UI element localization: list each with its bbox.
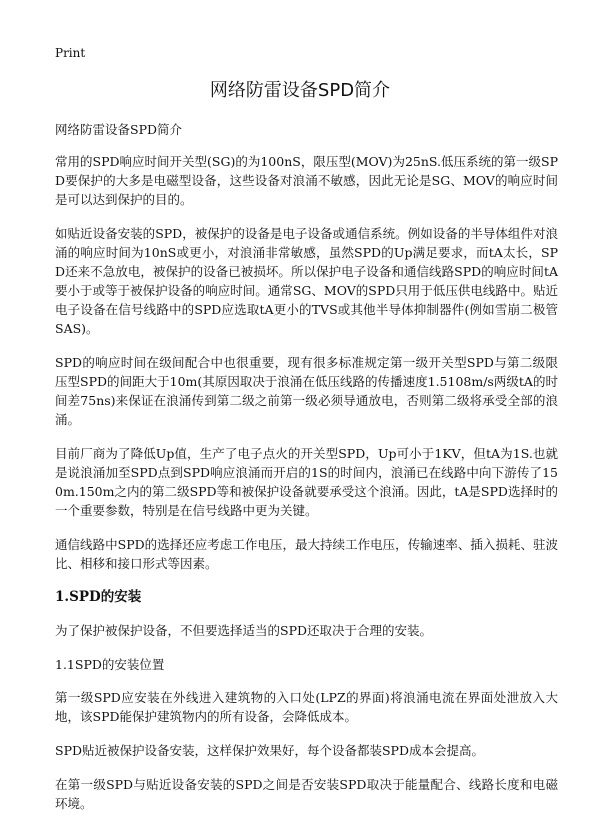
paragraph-first-level: 第一级SPD应安装在外线进入建筑物的入口处(LPZ的界面)将浪涌电流在界面处泄放入大地，该SPD能保护建筑物内的所有设备，会降低成本。: [55, 690, 558, 724]
paragraph-device-protection: 如贴近设备安装的SPD，被保护的设备是电子设备或通信系统。例如设备的半导体组件对浪涌的响应时间为10nS或更小，对浪涌非常敏感，虽然SPD的Up满足要求，而tA太长，SPD还来不急放电，被保护的设备已被损坏。所以保护电子设备和通信线路SPD的响应时间tA要小于或等于被保护设备的响应时间。通常SG、MOV的SPD只用于低压供电线路中。贴近电子设备在信号线路中的SPD应选取tA更小的TVS或其他半导体抑制器件(例如雪崩二极管SAS)。: [55, 226, 558, 336]
page-title: 网络防雷设备SPD简介: [209, 80, 391, 101]
document-body: [55, 120, 558, 828]
paragraph-near-device: SPD贴近被保护设备安装，这样保护效果好，每个设备都装SPD成本会提高。: [55, 743, 484, 758]
subsection-heading-location: 1.1SPD的安装位置: [55, 657, 165, 672]
paragraph-installation-intro: 为了保护被保护设备，不但要选择适当的SPD还取决于合理的安装。: [55, 623, 432, 638]
paragraph-intermediate: 在第一级SPD与贴近设备安装的SPD之间是否安装SPD取决于能量配合、线路长度和电磁环境。: [55, 777, 558, 811]
paragraph-selection-factors: 通信线路中SPD的选择还应考虑工作电压，最大持续工作电压，传输速率、插入损耗、驻波比、相移和接口形式等因素。: [55, 537, 558, 571]
paragraph-coordination: SPD的响应时间在级间配合中也很重要，现有很多标准规定第一级开关型SPD与第二级限压型SPD的间距大于10m(其原因取决于浪涌在低压线路的传播速度1.5108m/s两级tA的时间差75ns)来保证在浪涌传到第二级之前第一级必须导通放电，否则第二级将承受全部的浪涌。: [55, 355, 558, 427]
intro-heading: 网络防雷设备SPD简介: [55, 122, 182, 137]
paragraph-response-time: 常用的SPD响应时间开关型(SG)的为100nS，限压型(MOV)为25nS.低压系统的第一级SPD要保护的大多是电磁型设备，这些设备对浪涌不敏感，因此无论是SG、MOV的响应时间是可以达到保护的目的。: [55, 154, 558, 207]
section-heading-installation: 1.SPD的安装: [55, 589, 142, 605]
paragraph-up-value: 目前厂商为了降低Up值，生产了电子点火的开关型SPD，Up可小于1KV，但tA为1S.也就是说浪涌加至SPD点到SPD响应浪涌而开启的1S的时间内，浪涌已在线路中向下游传了150m.150m之内的第二级SPD等和被保护设备就要承受这个浪涌。因此，tA是SPD选择时的一个重要参数，特别是在信号线路中更为关键。: [55, 446, 558, 518]
print-link[interactable]: Print: [55, 46, 86, 60]
